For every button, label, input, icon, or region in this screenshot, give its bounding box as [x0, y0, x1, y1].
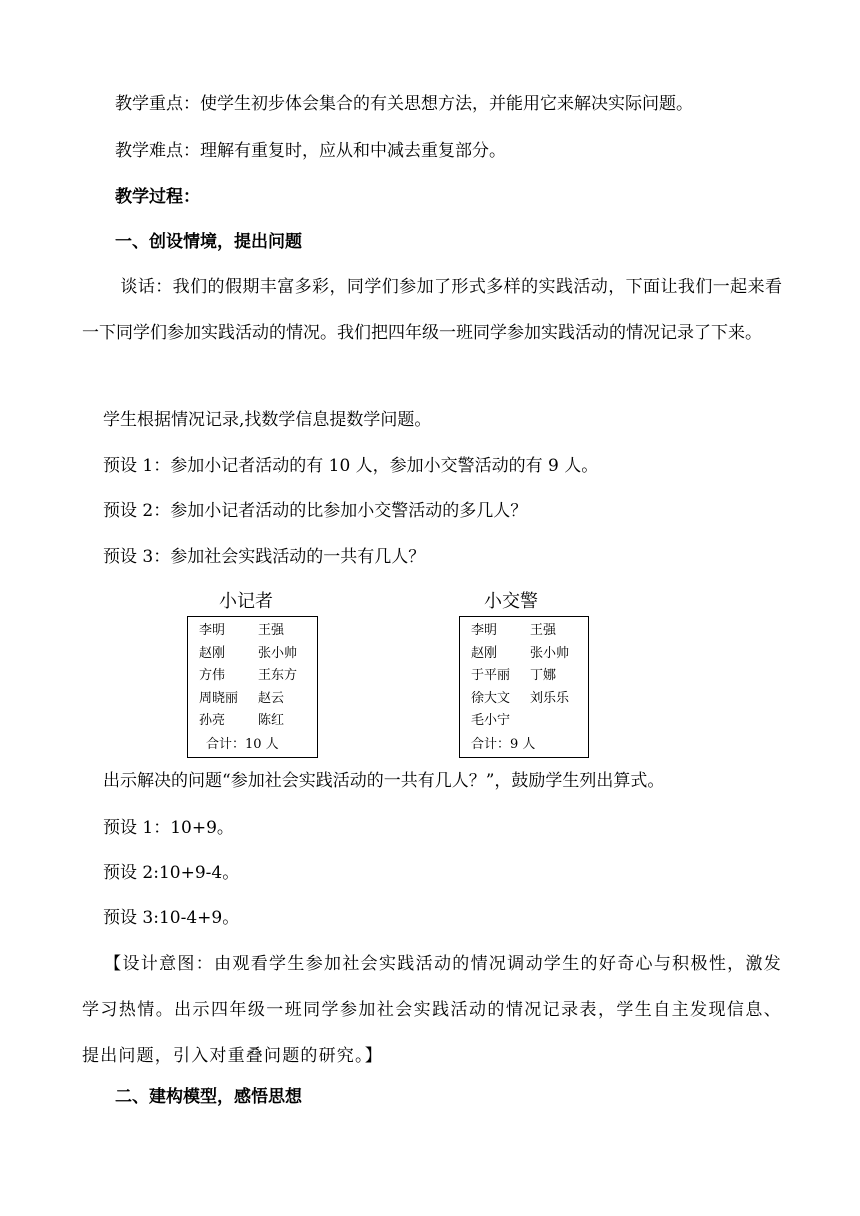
roster-name: 赵云	[258, 690, 285, 706]
roster-name: 周晓丽	[199, 690, 239, 706]
table-row	[188, 710, 317, 733]
teaching-key-point: 教学重点：使学生初步体会集合的有关思想方法，并能用它来解决实际问题。	[115, 94, 693, 114]
roster-name: 徐大文	[471, 690, 511, 706]
roster-name: 陈红	[258, 713, 285, 728]
preset-3: 预设 3：参加社会实践活动的一共有几人？	[103, 547, 426, 567]
roster-name: 赵刚	[199, 645, 226, 661]
section-1-heading: 一、创设情境，提出问题	[115, 232, 302, 252]
roster-name: 张小帅	[530, 645, 570, 661]
design-intent-text: 【设计意图：由观看学生参加社会实践活动的情况调动学生的好奇心与积极性，激发学习热情。出示四年级一班同学参加社会实践活动的情况记录表，学生自主发现信息、提出问题，引入对重叠问题的研究。】	[82, 954, 782, 1066]
table-row	[460, 665, 588, 688]
roster-name: 张小帅	[258, 645, 298, 661]
table-row	[460, 688, 588, 711]
table-row	[188, 665, 317, 688]
police-roster-title: 小交警	[484, 591, 538, 612]
show-problem: 出示解决的问题“参加社会实践活动的一共有几人？”，鼓励学生列出算式。	[103, 771, 665, 791]
roster-name: 王东方	[258, 668, 298, 683]
dialogue-paragraph	[82, 264, 782, 356]
preset-1: 预设 1：参加小记者活动的有 10 人，参加小交警活动的有 9 人。	[103, 456, 599, 476]
roster-name: 孙亮	[199, 713, 226, 728]
reporter-roster-total: 合计：10 人	[206, 737, 279, 752]
reporter-roster-title: 小记者	[219, 591, 273, 612]
roster-name: 刘乐乐	[530, 690, 570, 706]
roster-name: 李明	[471, 623, 498, 638]
roster-name: 于平丽	[471, 668, 511, 683]
roster-name: 赵刚	[471, 645, 498, 661]
table-row	[460, 620, 588, 643]
table-row	[188, 643, 317, 666]
roster-name: 毛小宁	[471, 713, 511, 728]
roster-name: 方伟	[199, 668, 226, 683]
roster-name: 李明	[199, 623, 226, 638]
preset-2: 预设 2：参加小记者活动的比参加小交警活动的多几人？	[103, 501, 528, 521]
table-row	[460, 643, 588, 666]
table-row	[188, 620, 317, 643]
dialogue-text: 谈话：我们的假期丰富多彩，同学们参加了形式多样的实践活动，下面让我们一起来看一下同学们参加实践活动的情况。我们把四年级一班同学参加实践活动的情况记录了下来。	[82, 277, 782, 343]
students-find-info: 学生根据情况记录,找数学信息提数学问题。	[103, 410, 432, 430]
police-roster-table	[459, 616, 589, 758]
section-2-heading: 二、建构模型，感悟思想	[115, 1087, 302, 1107]
roster-name: 丁娜	[530, 668, 557, 683]
table-row	[460, 710, 588, 733]
roster-name: 王强	[530, 623, 557, 638]
roster-name: 王强	[258, 623, 285, 638]
formula-preset-2: 预设 2:10+9-4。	[103, 863, 240, 883]
teaching-process-heading: 教学过程：	[115, 187, 200, 207]
formula-preset-1: 预设 1：10+9。	[103, 818, 234, 838]
design-intent-paragraph	[82, 941, 782, 1079]
formula-preset-3: 预设 3:10-4+9。	[103, 908, 240, 928]
teaching-difficulty: 教学难点：理解有重复时，应从和中减去重复部分。	[115, 141, 506, 161]
reporter-roster-table	[187, 616, 318, 758]
police-roster-total: 合计：9 人	[471, 737, 536, 752]
table-row	[188, 688, 317, 711]
